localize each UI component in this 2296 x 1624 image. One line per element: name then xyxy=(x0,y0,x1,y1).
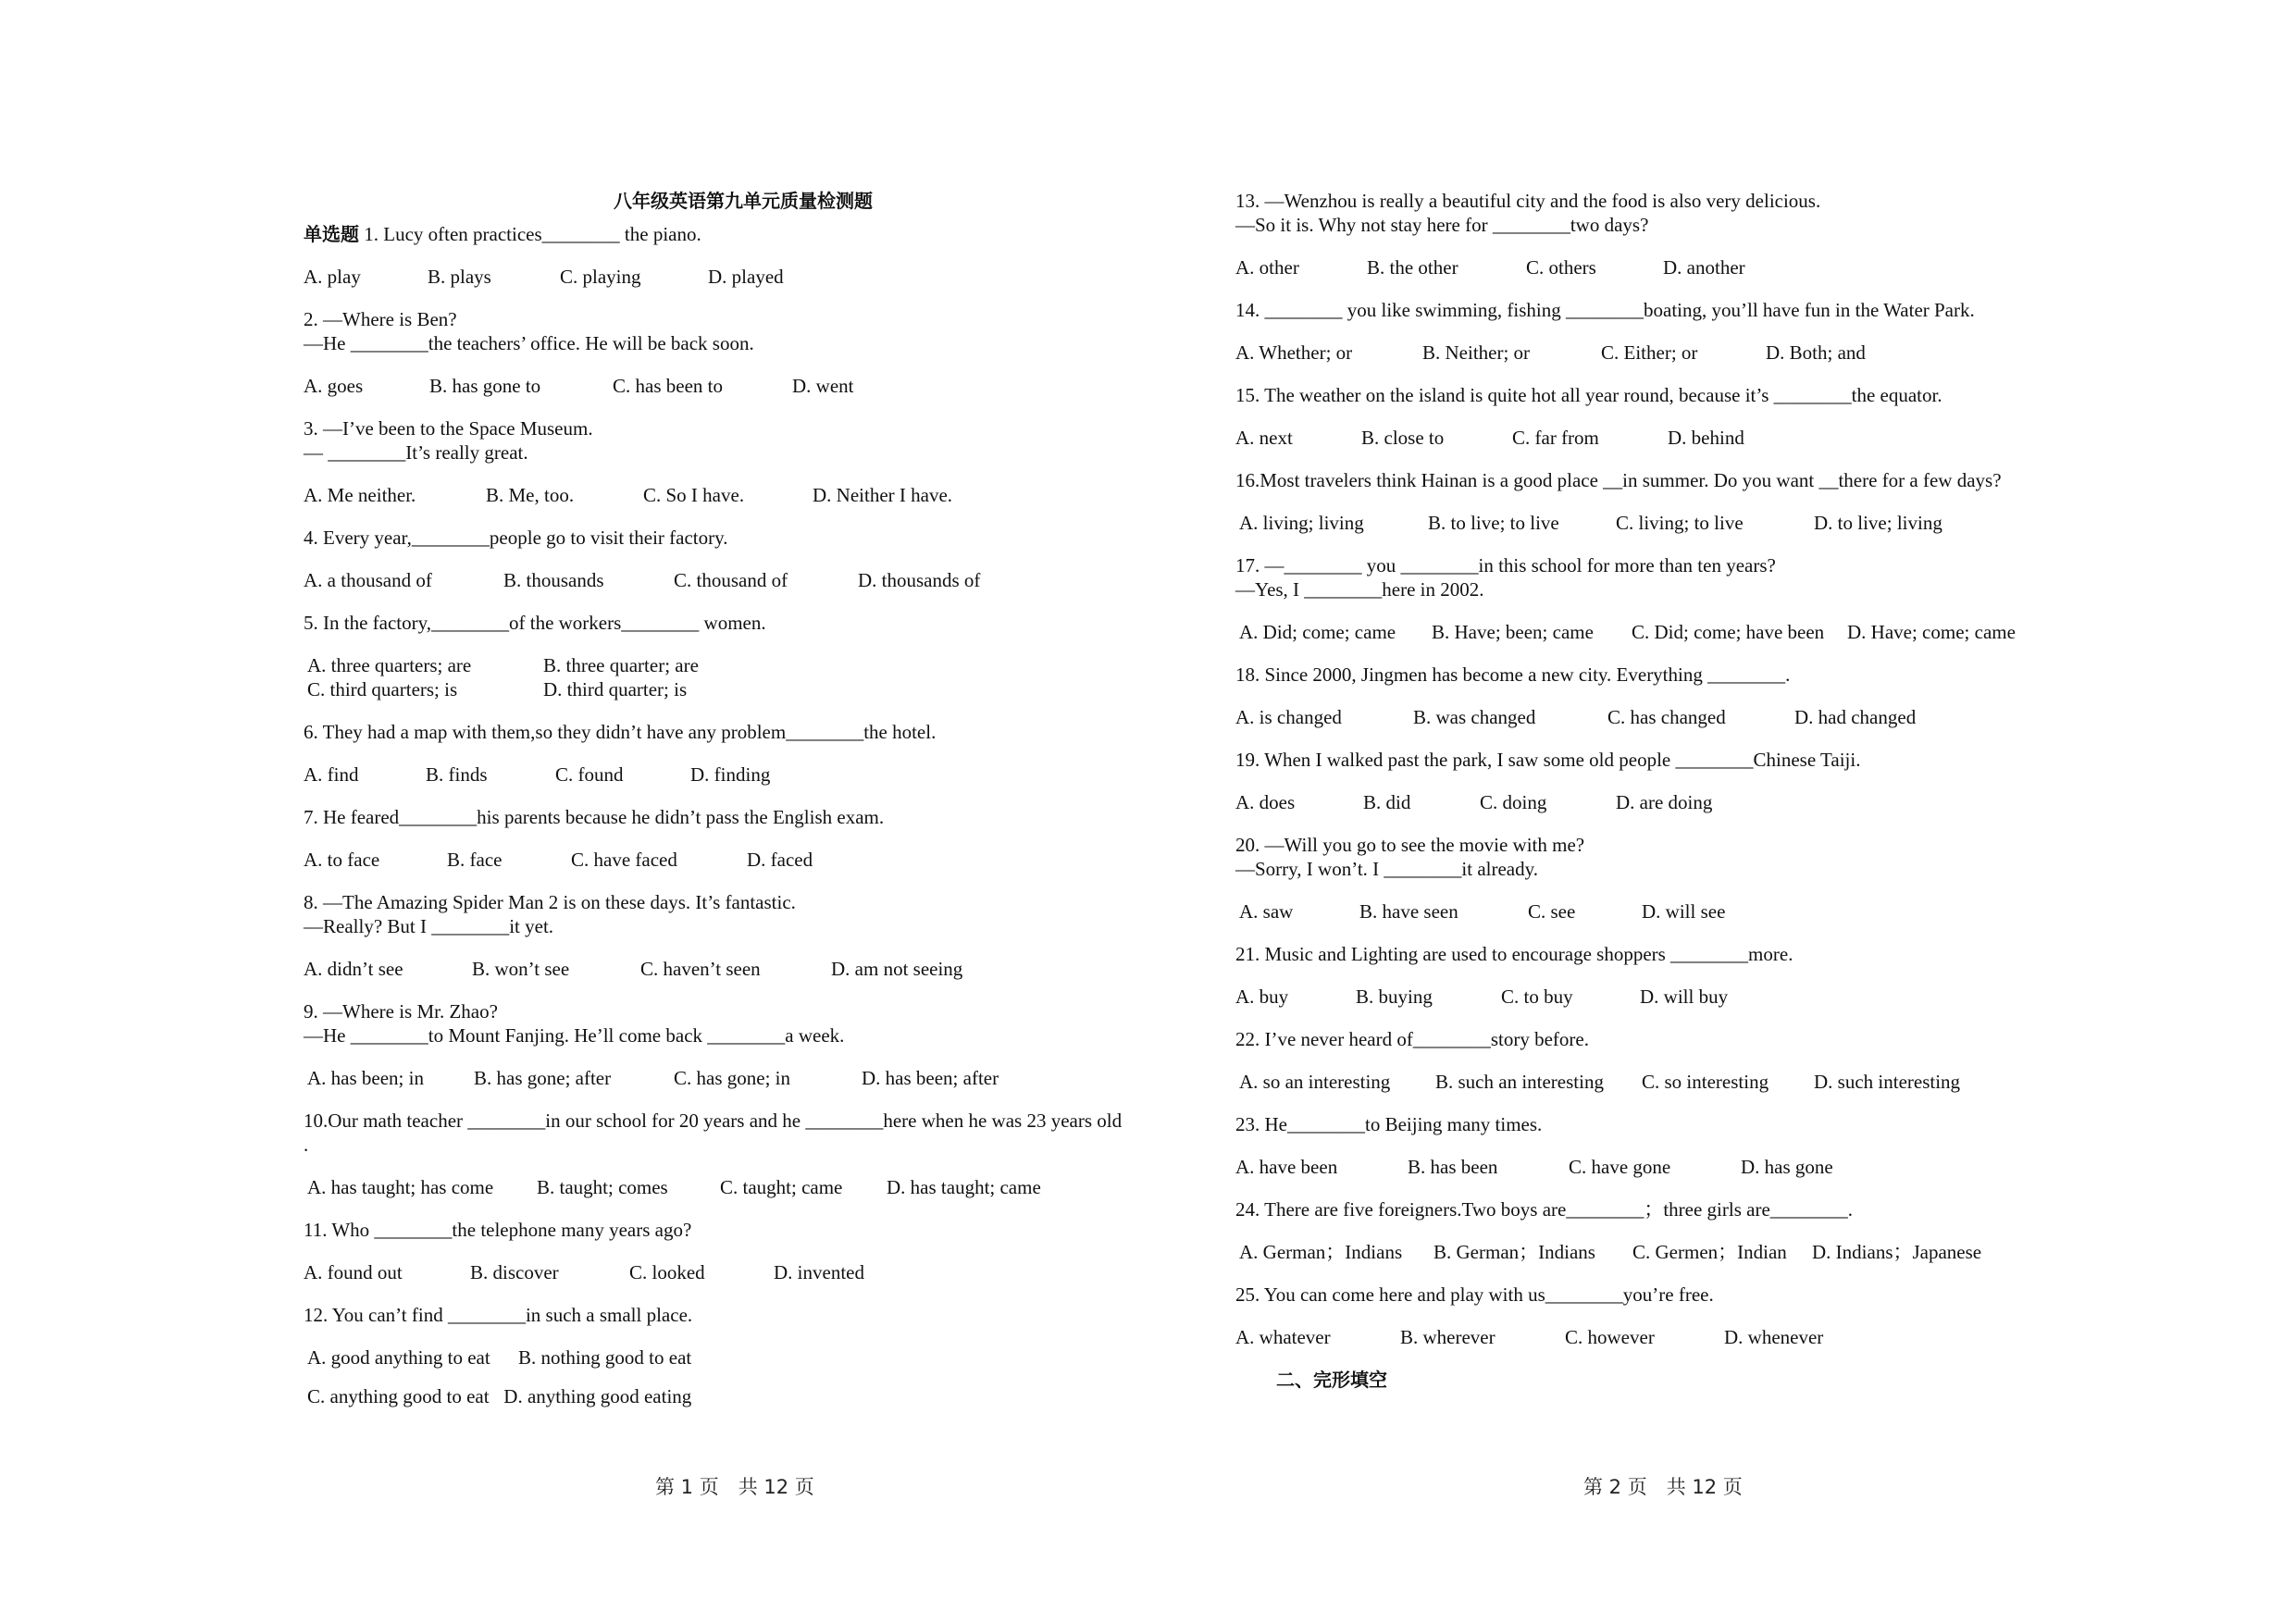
question-stem xyxy=(304,1109,1183,1157)
answer-option[interactable]: B. the other xyxy=(1367,256,1458,279)
section1-label: 单选题 xyxy=(304,223,359,245)
answer-option[interactable]: A. Me neither. xyxy=(304,484,416,506)
answer-option[interactable]: D. to live; living xyxy=(1814,512,1942,534)
question-stem xyxy=(1235,468,2087,492)
question-line: 20. —Will you go to see the movie with me? xyxy=(1235,834,1585,856)
options-row xyxy=(1235,899,2087,924)
answer-option[interactable]: A. goes xyxy=(304,375,364,397)
answer-option[interactable]: D. Both; and xyxy=(1766,341,1866,364)
question-line: 3. —I’ve been to the Space Museum. xyxy=(304,417,593,440)
options-row xyxy=(1235,1325,2087,1349)
question-stem xyxy=(304,999,1183,1048)
question-line: —Really? But I ________it yet. xyxy=(304,915,554,937)
answer-option[interactable]: A. good anything to eat xyxy=(307,1346,490,1369)
answer-option[interactable]: C. have faced xyxy=(571,849,677,871)
answer-option[interactable]: C. have gone xyxy=(1569,1156,1671,1178)
answer-option[interactable]: B. finds xyxy=(426,763,488,786)
answer-option[interactable]: A. a thousand of xyxy=(304,569,432,591)
question-stem xyxy=(304,307,1183,355)
question-stem xyxy=(1235,1283,2087,1307)
answer-option[interactable]: D. whenever xyxy=(1724,1326,1824,1348)
answer-option[interactable]: A. find xyxy=(304,763,359,786)
question-line: 10.Our math teacher ________in our school for 20 years and he ________here when he was 23 years old xyxy=(304,1110,1123,1132)
question-stem xyxy=(1235,553,2087,601)
question-line: 12. You can’t find ________in such a small place. xyxy=(304,1304,693,1326)
options-row xyxy=(304,568,1183,592)
question-stem xyxy=(304,611,1183,635)
answer-option[interactable]: B. three quarter; are xyxy=(543,654,699,676)
answer-option[interactable]: B. Neither; or xyxy=(1422,341,1531,364)
options-row xyxy=(304,1260,1183,1284)
options-row xyxy=(1235,341,2087,365)
answer-option[interactable]: B. wherever xyxy=(1400,1326,1496,1348)
answer-option[interactable]: B. close to xyxy=(1361,427,1445,449)
question-line: —He ________the teachers’ office. He will be back soon. xyxy=(304,332,754,354)
options-row xyxy=(1235,985,2087,1009)
question-line: 14. ________ you like swimming, fishing ________boating, you’ll have fun in the Water Park. xyxy=(1235,299,1975,321)
question-stem xyxy=(1235,748,2087,772)
answer-option[interactable]: A. Whether; or xyxy=(1235,341,1353,364)
options-row xyxy=(304,483,1183,507)
answer-option[interactable]: C. taught; came xyxy=(720,1176,843,1198)
question-stem xyxy=(304,222,1183,246)
options-row xyxy=(307,653,1183,677)
answer-option[interactable]: B. have seen xyxy=(1359,900,1458,923)
question-stem xyxy=(1235,833,2087,881)
answer-option[interactable]: B. has gone to xyxy=(429,375,541,397)
answer-option[interactable]: B. won’t see xyxy=(472,958,570,980)
options-row xyxy=(304,957,1183,981)
answer-option[interactable]: A. saw xyxy=(1239,900,1294,923)
answer-option[interactable]: D. will see xyxy=(1642,900,1726,923)
question-line: 15. The weather on the island is quite hot all year round, because it’s ________the equator. xyxy=(1235,384,1942,406)
answer-option[interactable]: A. three quarters; are xyxy=(307,654,472,676)
answer-option[interactable]: D. had changed xyxy=(1794,706,1917,728)
question-line: 6. They had a map with them,so they didn’t have any problem________the hotel. xyxy=(304,721,937,743)
question-stem xyxy=(304,720,1183,744)
options-row-extra[interactable]: C. anything good to eat D. anything good eating xyxy=(307,1385,692,1407)
answer-option[interactable]: B. discover xyxy=(470,1261,559,1283)
answer-option[interactable]: D. has been; after xyxy=(862,1067,999,1089)
question-line: 2. —Where is Ben? xyxy=(304,308,457,330)
answer-option[interactable]: C. thousand of xyxy=(674,569,788,591)
answer-option[interactable]: A. have been xyxy=(1235,1156,1338,1178)
question-line: —Yes, I ________here in 2002. xyxy=(1235,578,1484,601)
options-row xyxy=(304,265,1183,289)
options-row xyxy=(1235,1155,2087,1179)
answer-option[interactable]: A. whatever xyxy=(1235,1326,1331,1348)
answer-option[interactable]: C. has been to xyxy=(613,375,723,397)
question-line: 17. —________ you ________in this school for more than ten years? xyxy=(1235,554,1776,576)
question-line: — ________It’s really great. xyxy=(304,441,528,464)
question-line: 13. —Wenzhou is really a beautiful city and the food is also very delicious. xyxy=(1235,190,1821,212)
answer-option[interactable]: B. Me, too. xyxy=(486,484,575,506)
answer-option[interactable]: C. Germen；Indian xyxy=(1632,1241,1787,1263)
answer-option[interactable]: B. nothing good to eat xyxy=(518,1346,692,1369)
answer-option[interactable]: B. face xyxy=(447,849,503,871)
question-line-wrap xyxy=(304,222,1183,246)
options-row xyxy=(307,677,1183,701)
question-line: 1. Lucy often practices________ the piano. xyxy=(364,223,701,245)
footer-page-1: 第 1 页 共 12 页 xyxy=(655,1476,814,1498)
footer-page-2: 第 2 页 共 12 页 xyxy=(1583,1476,1743,1498)
question-line: 18. Since 2000, Jingmen has become a new city. Everything ________. xyxy=(1235,663,1791,686)
question-line: 11. Who ________the telephone many years ago? xyxy=(304,1219,692,1241)
answer-option[interactable]: C. see xyxy=(1528,900,1576,923)
question-line: 25. You can come here and play with us________you’re free. xyxy=(1235,1283,1714,1306)
section2-heading: 二、完形填空 xyxy=(1276,1369,1387,1391)
right-question-list xyxy=(1235,189,2087,1349)
answer-option[interactable]: D. finding xyxy=(690,763,771,786)
right-page xyxy=(1235,189,2087,1392)
question-line: 16.Most travelers think Hainan is a good place __in summer. Do you want __there for a few days? xyxy=(1235,469,2002,491)
question-line: 24. There are five foreigners.Two boys are________；three girls are________. xyxy=(1235,1198,1854,1221)
question-stem xyxy=(304,805,1183,829)
left-question-list xyxy=(304,222,1183,1408)
answer-option[interactable]: C. so interesting xyxy=(1642,1071,1769,1093)
answer-option[interactable]: B. has gone; after xyxy=(474,1067,612,1089)
answer-option[interactable]: B. has been xyxy=(1408,1156,1498,1178)
answer-option[interactable]: C. has changed xyxy=(1607,706,1726,728)
question-line: 22. I’ve never heard of________story before. xyxy=(1235,1028,1589,1050)
answer-option[interactable]: D. has taught; came xyxy=(887,1176,1041,1198)
answer-option[interactable]: C. Did; come; have been xyxy=(1632,621,1825,643)
answer-option[interactable]: A. buy xyxy=(1235,986,1289,1008)
answer-option[interactable]: A. to face xyxy=(304,849,380,871)
answer-option[interactable]: A. has been; in xyxy=(307,1067,424,1089)
options-row xyxy=(304,1345,1183,1370)
question-line: 23. He________to Beijing many times. xyxy=(1235,1113,1543,1135)
answer-option[interactable]: C. living; to live xyxy=(1616,512,1744,534)
answer-option[interactable]: B. thousands xyxy=(503,569,604,591)
answer-option[interactable]: C. to buy xyxy=(1501,986,1573,1008)
question-stem xyxy=(304,1218,1183,1242)
question-stem xyxy=(1235,298,2087,322)
answer-option[interactable]: A. so an interesting xyxy=(1239,1071,1391,1093)
options-row xyxy=(1235,620,2087,644)
answer-option[interactable]: B. taught; comes xyxy=(537,1176,668,1198)
question-line: —He ________to Mount Fanjing. He’ll come back ________a week. xyxy=(304,1024,845,1047)
answer-option[interactable]: C. far from xyxy=(1512,427,1599,449)
question-stem xyxy=(304,526,1183,550)
answer-option[interactable]: A. found out xyxy=(304,1261,403,1283)
question-stem xyxy=(1235,1112,2087,1136)
answer-option[interactable]: C. looked xyxy=(629,1261,705,1283)
question-stem xyxy=(1235,383,2087,407)
options-block xyxy=(304,653,1183,701)
question-stem xyxy=(1235,1027,2087,1051)
answer-option[interactable]: C. found xyxy=(555,763,624,786)
answer-option[interactable]: D. Neither I have. xyxy=(813,484,953,506)
options-row xyxy=(304,374,1183,398)
answer-option[interactable]: C. others xyxy=(1526,256,1596,279)
options-row xyxy=(1235,790,2087,814)
answer-option[interactable]: C. So I have. xyxy=(643,484,745,506)
answer-option[interactable]: C. third quarters; is xyxy=(307,678,458,700)
question-line: 9. —Where is Mr. Zhao? xyxy=(304,1000,498,1023)
answer-option[interactable]: C. haven’t seen xyxy=(640,958,761,980)
answer-option[interactable]: D. are doing xyxy=(1616,791,1713,813)
answer-option[interactable]: D. faced xyxy=(747,849,813,871)
question-line: 21. Music and Lighting are used to encourage shoppers ________more. xyxy=(1235,943,1793,965)
answer-option[interactable]: D. played xyxy=(708,266,784,288)
answer-option[interactable]: C. has gone; in xyxy=(674,1067,790,1089)
answer-option[interactable]: C. however xyxy=(1565,1326,1655,1348)
options-row xyxy=(304,762,1183,787)
question-line: 5. In the factory,________of the workers________ women. xyxy=(304,612,766,634)
answer-option[interactable]: D. third quarter; is xyxy=(543,678,688,700)
answer-option[interactable]: A. is changed xyxy=(1235,706,1342,728)
options-row xyxy=(1235,426,2087,450)
answer-option[interactable]: B. such an interesting xyxy=(1435,1071,1604,1093)
answer-option[interactable]: C. doing xyxy=(1480,791,1547,813)
question-line: 4. Every year,________people go to visit their factory. xyxy=(304,527,728,549)
question-line: 19. When I walked past the park, I saw some old people ________Chinese Taiji. xyxy=(1235,749,1861,771)
options-row xyxy=(304,1066,1183,1090)
question-stem xyxy=(1235,1197,2087,1221)
answer-option[interactable]: D. invented xyxy=(774,1261,864,1283)
question-stem xyxy=(304,416,1183,465)
question-line: 8. —The Amazing Spider Man 2 is on these days. It’s fantastic. xyxy=(304,891,796,913)
answer-option[interactable]: D. thousands of xyxy=(858,569,981,591)
page-title: 八年级英语第九单元质量检测题 xyxy=(614,190,873,212)
answer-option[interactable]: D. has gone xyxy=(1741,1156,1833,1178)
answer-option[interactable]: A. living; living xyxy=(1239,512,1364,534)
answer-option[interactable]: D. Have; come; came xyxy=(1847,621,2016,643)
answer-option[interactable]: B. plays xyxy=(428,266,491,288)
answer-option[interactable]: A. Did; come; came xyxy=(1239,621,1396,643)
options-row xyxy=(304,1175,1183,1199)
answer-option[interactable]: A. next xyxy=(1235,427,1293,449)
question-stem xyxy=(1235,663,2087,687)
question-line: 7. He feared________his parents because he didn’t pass the English exam. xyxy=(304,806,885,828)
answer-option[interactable]: C. playing xyxy=(560,266,641,288)
question-line: —So it is. Why not stay here for ________two days? xyxy=(1235,214,1649,236)
question-stem xyxy=(1235,942,2087,966)
question-stem xyxy=(304,1303,1183,1327)
question-line: —Sorry, I won’t. I ________it already. xyxy=(1235,858,1538,880)
answer-option[interactable]: D. am not seeing xyxy=(831,958,963,980)
answer-option[interactable]: D. another xyxy=(1663,256,1745,279)
answer-option[interactable]: B. Have; been; came xyxy=(1432,621,1594,643)
answer-option[interactable]: D. went xyxy=(792,375,854,397)
answer-option[interactable]: A. play xyxy=(304,266,361,288)
answer-option[interactable]: B. German；Indians xyxy=(1433,1241,1595,1263)
answer-option[interactable]: A. has taught; has come xyxy=(307,1176,494,1198)
options-row xyxy=(1235,1240,2087,1264)
question-stem xyxy=(1235,189,2087,237)
options-row xyxy=(1235,1070,2087,1094)
left-page xyxy=(304,189,1183,1427)
question-stem xyxy=(304,890,1183,938)
answer-option[interactable]: A. didn’t see xyxy=(304,958,403,980)
answer-option[interactable]: A. does xyxy=(1235,791,1296,813)
answer-option[interactable]: C. Either; or xyxy=(1601,341,1698,364)
answer-option[interactable]: D. Indians；Japanese xyxy=(1812,1241,1982,1263)
answer-option[interactable]: A. other xyxy=(1235,256,1299,279)
answer-option[interactable]: D. such interesting xyxy=(1814,1071,1961,1093)
options-row xyxy=(1235,511,2087,535)
question-line: . xyxy=(304,1134,309,1156)
answer-option[interactable]: B. to live; to live xyxy=(1428,512,1559,534)
answer-option[interactable]: B. buying xyxy=(1356,986,1433,1008)
answer-option[interactable]: B. did xyxy=(1363,791,1411,813)
answer-option[interactable]: D. behind xyxy=(1668,427,1744,449)
answer-option[interactable]: D. will buy xyxy=(1640,986,1729,1008)
answer-option[interactable]: B. was changed xyxy=(1413,706,1536,728)
answer-option[interactable]: A. German；Indians xyxy=(1239,1241,1403,1263)
options-row xyxy=(304,848,1183,872)
options-row xyxy=(1235,255,2087,279)
options-row xyxy=(1235,705,2087,729)
